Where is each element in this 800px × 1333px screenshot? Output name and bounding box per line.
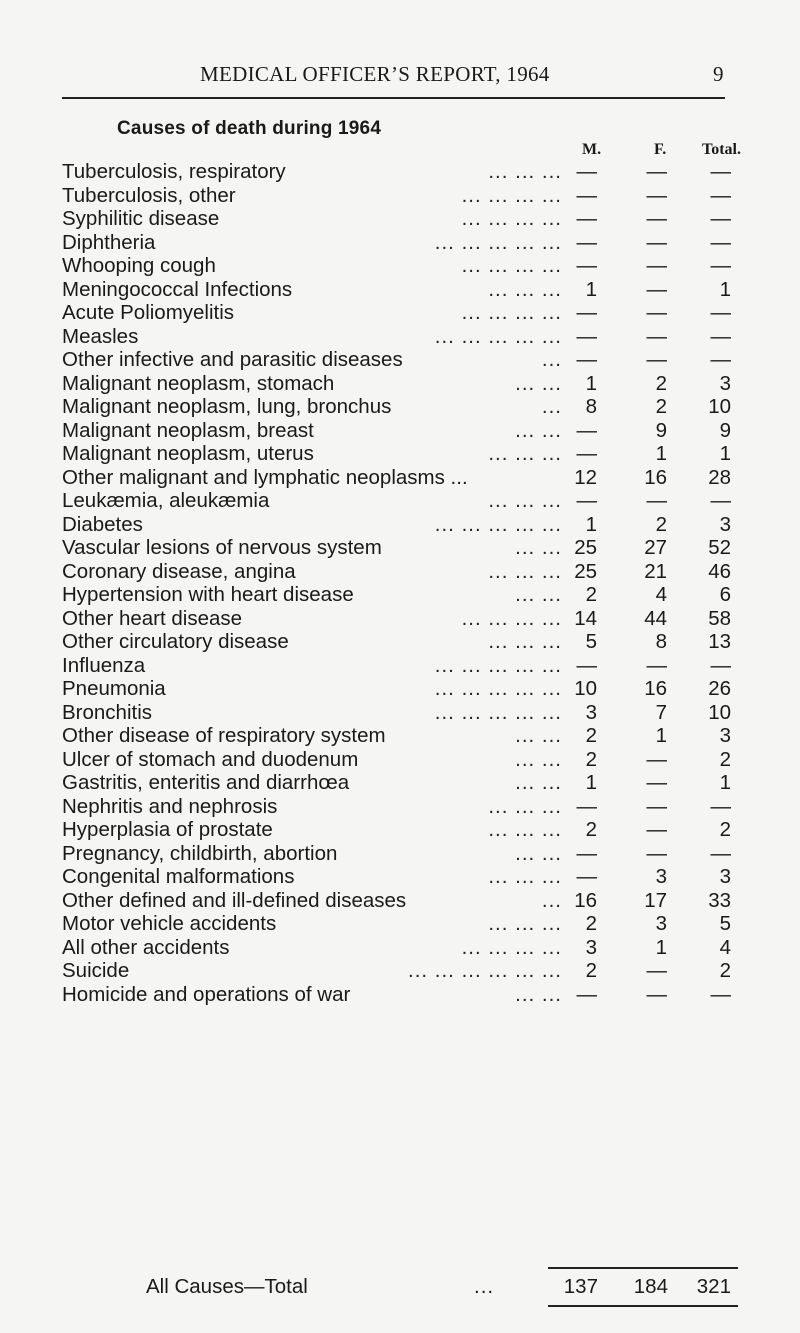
column-header-female: F. xyxy=(654,141,667,158)
leader-dots: ... ... ... ... ... xyxy=(434,653,562,677)
total-count: — xyxy=(710,183,731,207)
table-row xyxy=(62,771,762,795)
leader-dots: ... ... ... ... xyxy=(461,207,562,230)
total-count: — xyxy=(710,230,731,254)
female-count: 1 xyxy=(655,935,667,959)
leader-dots: ... ... ... xyxy=(488,818,562,841)
female-count: 3 xyxy=(655,912,667,935)
header-rule xyxy=(62,97,725,99)
page-header xyxy=(0,62,800,92)
table-row xyxy=(62,301,762,325)
female-count: — xyxy=(646,794,667,818)
male-count: — xyxy=(576,865,597,888)
male-count: 25 xyxy=(574,559,597,583)
total-count: 1 xyxy=(719,771,731,794)
cause-label: Whooping cough xyxy=(62,254,216,277)
leader-dots: ... ... ... xyxy=(488,630,562,653)
leader-dots: ... ... ... ... xyxy=(461,254,562,277)
table-row xyxy=(62,724,762,748)
leader-dots: ... ... xyxy=(515,982,562,1006)
total-count: — xyxy=(710,160,731,183)
male-count: 1 xyxy=(585,512,597,536)
total-count: 52 xyxy=(708,536,731,559)
total-count: 9 xyxy=(719,418,731,442)
table-row xyxy=(62,677,762,701)
report-title: MEDICAL OFFICER’S REPORT, 1964 xyxy=(200,62,550,86)
table-row xyxy=(62,442,762,466)
total-count: — xyxy=(710,301,731,324)
total-count: 2 xyxy=(719,818,731,841)
female-count: — xyxy=(646,818,667,841)
cause-label: Pneumonia xyxy=(62,677,166,700)
female-count: 1 xyxy=(655,724,667,747)
total-count: 13 xyxy=(708,630,731,653)
total-count: — xyxy=(710,348,731,371)
female-count: — xyxy=(646,160,667,183)
male-count: 2 xyxy=(585,912,597,935)
total-count: 26 xyxy=(708,677,731,700)
male-count: — xyxy=(576,442,597,465)
cause-label: Influenza xyxy=(62,653,146,677)
total-count: 33 xyxy=(708,888,731,912)
table-row xyxy=(62,889,762,913)
cause-label: Vascular lesions of nervous system xyxy=(62,536,382,559)
table-row xyxy=(62,325,762,349)
male-count: 2 xyxy=(585,583,597,606)
cause-label: Hyperplasia of prostate xyxy=(62,818,273,841)
leader-dots: ... ... xyxy=(515,418,562,442)
female-count: — xyxy=(646,982,667,1006)
female-count: 16 xyxy=(644,677,667,700)
causes-table-body xyxy=(62,160,762,1006)
cause-label: Tuberculosis, respiratory xyxy=(62,160,286,183)
table-row xyxy=(62,912,762,936)
male-count: — xyxy=(576,254,597,277)
cause-label: Meningococcal Infections xyxy=(62,277,293,301)
male-count: 1 xyxy=(585,277,597,301)
male-count: — xyxy=(576,324,597,348)
leader-dots: ... xyxy=(541,888,562,912)
male-count: — xyxy=(576,230,597,254)
leader-dots: ... xyxy=(541,395,562,418)
total-count: — xyxy=(710,207,731,230)
female-count: 1 xyxy=(655,442,667,465)
table-row xyxy=(62,748,762,772)
leader-dots: ... ... xyxy=(515,371,562,395)
male-count: — xyxy=(576,982,597,1006)
leader-dots: ... ... ... xyxy=(488,489,562,512)
table-row xyxy=(62,160,762,184)
leader-dots: ... ... ... ... ... xyxy=(434,677,562,700)
leader-dots: ... ... ... ... ... xyxy=(434,324,562,348)
female-count: — xyxy=(646,207,667,230)
cause-label: Bronchitis xyxy=(62,700,153,724)
female-count: — xyxy=(646,959,667,982)
cause-label: Other circulatory disease xyxy=(62,630,289,653)
male-count: 2 xyxy=(585,747,597,771)
male-count: 25 xyxy=(574,536,597,559)
table-row xyxy=(62,983,762,1007)
leader-dots: ... ... ... ... ... ... xyxy=(408,959,562,982)
male-count: 2 xyxy=(585,724,597,747)
total-count: 3 xyxy=(719,512,731,536)
table-row xyxy=(62,489,762,513)
female-count: 2 xyxy=(655,371,667,395)
male-count: — xyxy=(576,348,597,371)
female-count: — xyxy=(646,324,667,348)
male-count: 16 xyxy=(574,888,597,912)
table-row xyxy=(62,654,762,678)
total-all: 321 xyxy=(696,1275,731,1298)
leader-dots: ... ... xyxy=(515,536,562,559)
leader-dots: ... ... xyxy=(515,841,562,865)
male-count: 2 xyxy=(585,818,597,841)
table-row xyxy=(62,231,762,255)
total-count: 3 xyxy=(719,371,731,395)
female-count: — xyxy=(646,771,667,794)
cause-label: Motor vehicle accidents xyxy=(62,912,277,935)
total-count: 28 xyxy=(708,465,731,489)
leader-dots: ... ... xyxy=(515,724,562,747)
cause-label: Tuberculosis, other xyxy=(62,183,236,207)
male-count: 1 xyxy=(585,771,597,794)
female-count: — xyxy=(646,747,667,771)
male-count: — xyxy=(576,841,597,865)
leader-dots: ... ... ... ... xyxy=(461,301,562,324)
female-count: 21 xyxy=(644,559,667,583)
total-count: 1 xyxy=(719,277,731,301)
male-count: 14 xyxy=(574,606,597,630)
cause-label: Malignant neoplasm, uterus xyxy=(62,442,314,465)
table-row xyxy=(62,207,762,231)
leader-dots: ... ... ... ... xyxy=(461,935,562,959)
total-rule-top xyxy=(548,1267,738,1269)
leader-dots: ... ... ... xyxy=(488,912,562,935)
cause-label: Suicide xyxy=(62,959,130,982)
female-count: — xyxy=(646,653,667,677)
total-count: — xyxy=(710,982,731,1006)
cause-label: Other heart disease xyxy=(62,606,243,630)
total-female: 184 xyxy=(633,1275,668,1298)
female-count: — xyxy=(646,301,667,324)
total-leader-dots: ... xyxy=(474,1275,495,1298)
cause-label: Nephritis and nephrosis xyxy=(62,794,278,818)
female-count: 16 xyxy=(644,465,667,489)
leader-dots: ... ... xyxy=(515,583,562,606)
table-row xyxy=(62,466,762,490)
leader-dots: ... ... ... xyxy=(488,442,562,465)
cause-label: Measles xyxy=(62,324,139,348)
cause-label: Hypertension with heart disease xyxy=(62,583,354,606)
cause-label: Congenital malformations xyxy=(62,865,295,888)
cause-label: Diphtheria xyxy=(62,230,156,254)
table-row xyxy=(62,372,762,396)
total-count: 46 xyxy=(708,559,731,583)
leader-dots: ... ... ... xyxy=(488,160,562,183)
female-count: — xyxy=(646,841,667,865)
total-count: 2 xyxy=(719,747,731,771)
leader-dots: ... ... ... xyxy=(488,559,562,583)
table-row xyxy=(62,865,762,889)
table-row xyxy=(62,936,762,960)
table-row xyxy=(62,607,762,631)
male-count: — xyxy=(576,160,597,183)
male-count: — xyxy=(576,489,597,512)
female-count: — xyxy=(646,348,667,371)
table-caption: Causes of death during 1964 xyxy=(117,118,382,139)
cause-label: Diabetes xyxy=(62,512,143,536)
total-rule-bottom xyxy=(548,1305,738,1307)
table-row xyxy=(62,395,762,419)
cause-label: Malignant neoplasm, lung, bronchus xyxy=(62,395,392,418)
male-count: — xyxy=(576,183,597,207)
leader-dots: ... ... ... xyxy=(488,794,562,818)
male-count: 10 xyxy=(574,677,597,700)
total-count: 58 xyxy=(708,606,731,630)
leader-dots: ... ... ... ... ... xyxy=(434,512,562,536)
male-count: 3 xyxy=(585,700,597,724)
female-count: 4 xyxy=(655,583,667,606)
female-count: — xyxy=(646,254,667,277)
cause-label: Coronary disease, angina xyxy=(62,559,296,583)
cause-label: Pregnancy, childbirth, abortion xyxy=(62,841,338,865)
table-row xyxy=(62,701,762,725)
male-count: 1 xyxy=(585,371,597,395)
leader-dots: ... ... xyxy=(515,771,562,794)
female-count: — xyxy=(646,489,667,512)
female-count: — xyxy=(646,183,667,207)
cause-label: Leukæmia, aleukæmia xyxy=(62,489,270,512)
female-count: — xyxy=(646,277,667,301)
cause-label: Malignant neoplasm, breast xyxy=(62,418,314,442)
leader-dots: ... ... xyxy=(515,747,562,771)
cause-label: Other malignant and lymphatic neoplasms ... xyxy=(62,465,468,489)
total-count: 3 xyxy=(719,724,731,747)
leader-dots: ... ... ... ... ... xyxy=(434,230,562,254)
total-count: — xyxy=(710,794,731,818)
male-count: 12 xyxy=(574,465,597,489)
male-count: 5 xyxy=(585,630,597,653)
male-count: — xyxy=(576,207,597,230)
page-number: 9 xyxy=(713,62,724,86)
cause-label: Gastritis, enteritis and diarrhœa xyxy=(62,771,350,794)
cause-label: Ulcer of stomach and duodenum xyxy=(62,747,359,771)
male-count: 2 xyxy=(585,959,597,982)
cause-label: Other infective and parasitic diseases xyxy=(62,348,403,371)
total-male: 137 xyxy=(563,1275,598,1298)
cause-label: Syphilitic disease xyxy=(62,207,220,230)
total-count: 3 xyxy=(719,865,731,888)
male-count: 8 xyxy=(585,395,597,418)
cause-label: Malignant neoplasm, stomach xyxy=(62,371,335,395)
leader-dots: ... xyxy=(541,348,562,371)
total-count: — xyxy=(710,653,731,677)
cause-label: Other disease of respiratory system xyxy=(62,724,386,747)
cause-label: Acute Poliomyelitis xyxy=(62,301,235,324)
female-count: 2 xyxy=(655,395,667,418)
male-count: 3 xyxy=(585,935,597,959)
male-count: — xyxy=(576,653,597,677)
total-count: — xyxy=(710,254,731,277)
cause-label: Homicide and operations of war xyxy=(62,982,351,1006)
total-count: — xyxy=(710,324,731,348)
female-count: — xyxy=(646,230,667,254)
leader-dots: ... ... ... ... ... xyxy=(434,700,562,724)
cause-label: Other defined and ill-defined diseases xyxy=(62,888,407,912)
total-count: 2 xyxy=(719,959,731,982)
total-count: — xyxy=(710,489,731,512)
female-count: 27 xyxy=(644,536,667,559)
total-count: 10 xyxy=(708,700,731,724)
female-count: 7 xyxy=(655,700,667,724)
total-count: 5 xyxy=(719,912,731,935)
leader-dots: ... ... ... ... xyxy=(461,606,562,630)
male-count: — xyxy=(576,418,597,442)
female-count: 2 xyxy=(655,512,667,536)
table-row xyxy=(62,959,762,983)
total-label: All Causes—Total xyxy=(146,1275,308,1298)
table-row xyxy=(62,348,762,372)
female-count: 17 xyxy=(644,888,667,912)
total-count: 10 xyxy=(708,395,731,418)
female-count: 9 xyxy=(655,418,667,442)
female-count: 3 xyxy=(655,865,667,888)
total-row xyxy=(62,1274,762,1300)
table-row xyxy=(62,536,762,560)
leader-dots: ... ... ... ... xyxy=(461,183,562,207)
table-row xyxy=(62,278,762,302)
total-count: 6 xyxy=(719,583,731,606)
cause-label: All other accidents xyxy=(62,935,230,959)
table-row xyxy=(62,419,762,443)
table-row xyxy=(62,818,762,842)
table-row xyxy=(62,254,762,278)
table-row xyxy=(62,630,762,654)
table-row xyxy=(62,583,762,607)
female-count: 8 xyxy=(655,630,667,653)
table-row xyxy=(62,842,762,866)
male-count: — xyxy=(576,794,597,818)
total-count: 4 xyxy=(719,935,731,959)
column-header-total: Total. xyxy=(702,141,741,158)
table-row xyxy=(62,795,762,819)
total-count: — xyxy=(710,841,731,865)
table-row xyxy=(62,513,762,537)
column-header-male: M. xyxy=(582,141,602,158)
total-count: 1 xyxy=(719,442,731,465)
leader-dots: ... ... ... xyxy=(488,865,562,888)
leader-dots: ... ... ... xyxy=(488,277,562,301)
table-row xyxy=(62,560,762,584)
male-count: — xyxy=(576,301,597,324)
table-row xyxy=(62,184,762,208)
female-count: 44 xyxy=(644,606,667,630)
